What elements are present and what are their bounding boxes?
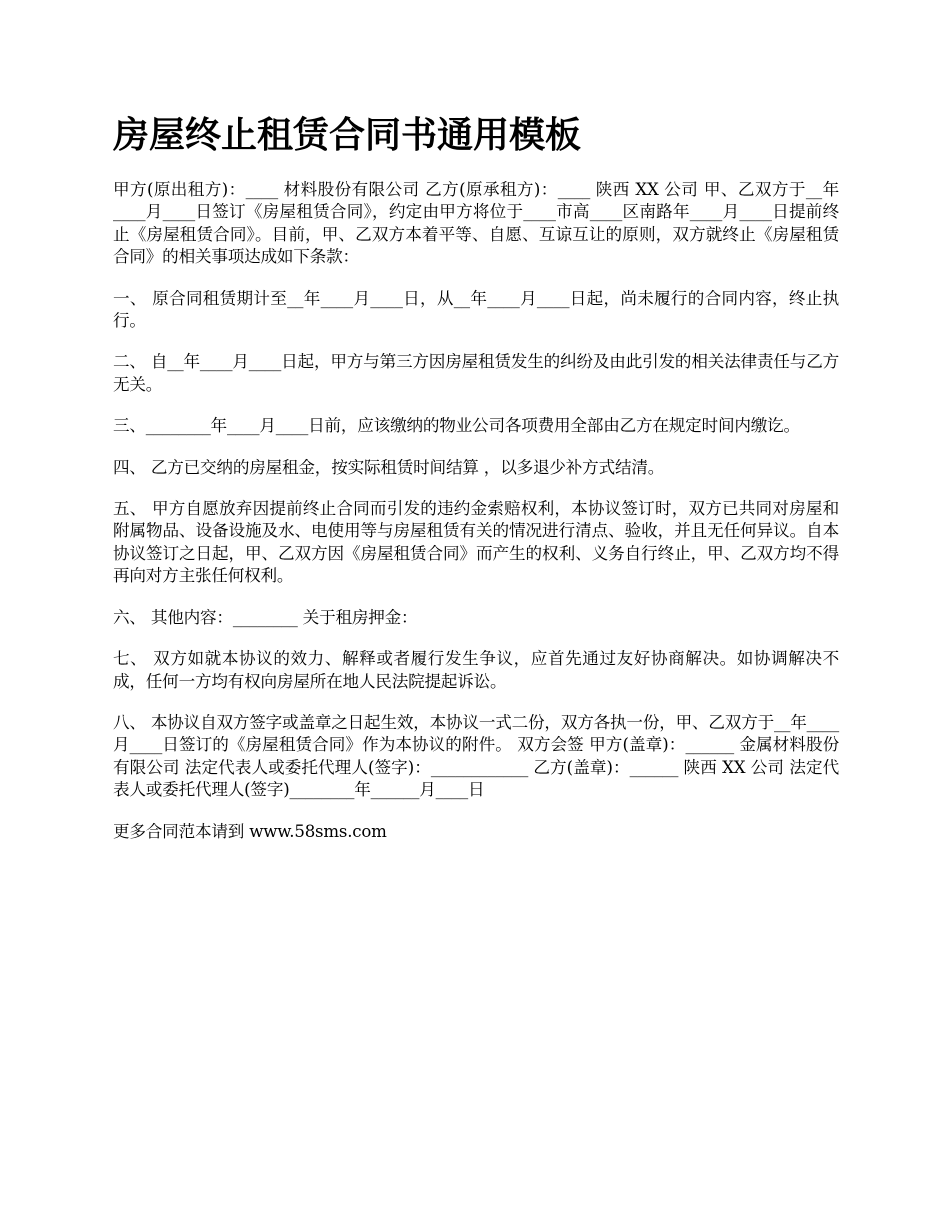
- footer-note: 更多合同范本请到 www.58sms.com: [113, 821, 387, 841]
- clause-4: 四、 乙方已交纳的房屋租金，按实际租赁时间结算 ，以多退少补方式结清。: [113, 457, 665, 477]
- clause-5: 五、 甲方自愿放弃因提前终止合同而引发的违约金索赔权利，本协议签订时，双方已共同对房屋和附属物品、设备设施及水、电使用等与房屋租赁有关的情况进行清点、验收，并且无任何异议。自本协议签订之日起，甲、乙双方因《房屋租赁合同》而产生的权利、义务自行终止，甲、乙双方均不得再向对方主张任何权利。: [113, 499, 839, 586]
- clause-8: 八、 本协议自双方签字或盖章之日起生效，本协议一式二份，双方各执一份，甲、乙双方于__年____月____日签订的《房屋租赁合同》作为本协议的附件。 双方会签 甲方(盖章)：______ 金属材料股份有限公司 法定代表人或委托代理人(签字)：____________ 乙方(盖章)：______ 陕西 XX 公司 法定代表人或委托代理人(签字)________年______月____日: [113, 712, 839, 800]
- clause-7: 七、 双方如就本协议的效力、解释或者履行发生争议，应首先通过友好协商解决。如协调解决不成，任何一方均有权向房屋所在地人民法院提起诉讼。: [113, 649, 839, 691]
- document-title: 房屋终止租赁合同书通用模板: [113, 115, 582, 156]
- document-body: [113, 179, 839, 862]
- clause-2: 二、 自__年____月____日起，甲方与第三方因房屋租赁发生的纠纷及由此引发的相关法律责任与乙方无关。: [113, 352, 839, 394]
- intro-paragraph: 甲方(原出租方)：____ 材料股份有限公司 乙方(原承租方)：____ 陕西 XX 公司 甲、乙双方于__年____月____日签订《房屋租赁合同》，约定由甲方将位于____市高____区南路年____月____日提前终止《房屋租赁合同》。目前，甲、乙双方本着平等、自愿、互谅互让的原则，双方就终止《房屋租赁合同》的相关事项达成如下条款：: [113, 180, 839, 267]
- clause-6: 六、 其他内容：________ 关于租房押金：: [113, 607, 418, 627]
- clause-1: 一、 原合同租赁期计至__年____月____日，从__年____月____日起，尚未履行的合同内容，终止执行。: [113, 288, 839, 331]
- clause-3: 三、________年____月____日前，应该缴纳的物业公司各项费用全部由乙方在规定时间内缴讫。: [113, 416, 800, 436]
